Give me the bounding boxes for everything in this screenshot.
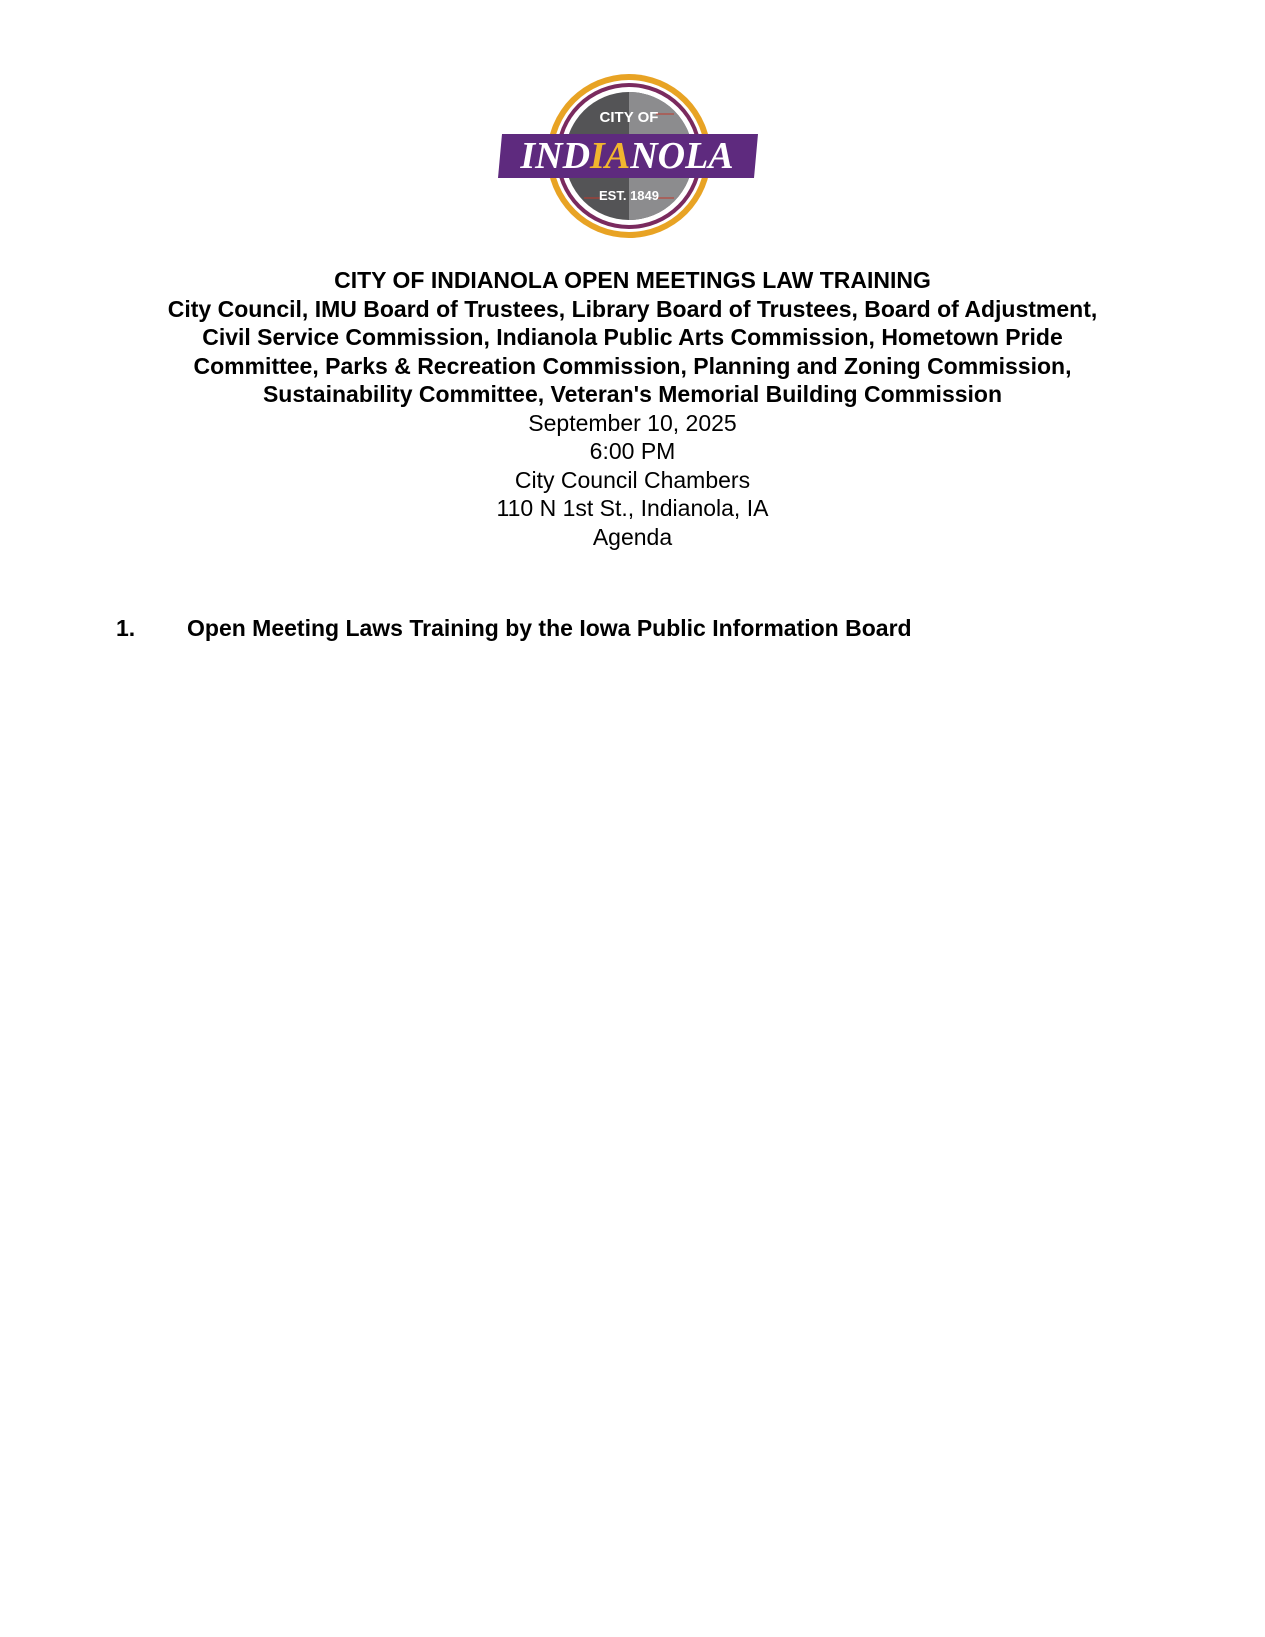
agenda-label: Agenda <box>592 523 673 550</box>
meeting-date: September 10, 2025 <box>528 409 737 436</box>
meeting-title: CITY OF INDIANOLA OPEN MEETINGS LAW TRAINING <box>334 267 931 293</box>
meeting-location: City Council Chambers <box>514 466 751 493</box>
city-logo <box>496 70 766 242</box>
bodies-line-2: Civil Service Commission, Indianola Public Arts Commission, Hometown Pride <box>202 324 1063 350</box>
meeting-address: 110 N 1st St., Indianola, IA <box>496 495 769 521</box>
agenda-item <box>116 614 1166 642</box>
bodies-line-3: Committee, Parks & Recreation Commission, Planning and Zoning Commission, <box>193 352 1072 379</box>
logo-main-text: INDIANOLA <box>520 135 734 177</box>
bodies-line-4: Sustainability Committee, Veteran's Memorial Building Commission <box>262 381 1003 407</box>
meeting-header <box>80 266 1185 551</box>
logo-top-text: CITY OF <box>599 109 659 126</box>
agenda-list <box>116 614 1166 642</box>
meeting-time: 6:00 PM <box>589 438 676 464</box>
agenda-item-number: 1. <box>116 615 136 641</box>
logo-bottom-text: EST. 1849 <box>599 188 659 203</box>
bodies-line-1: City Council, IMU Board of Trustees, Library Board of Trustees, Board of Adjustment, <box>167 295 1098 322</box>
agenda-item-title: Open Meeting Laws Training by the Iowa Public Information Board <box>187 615 912 641</box>
